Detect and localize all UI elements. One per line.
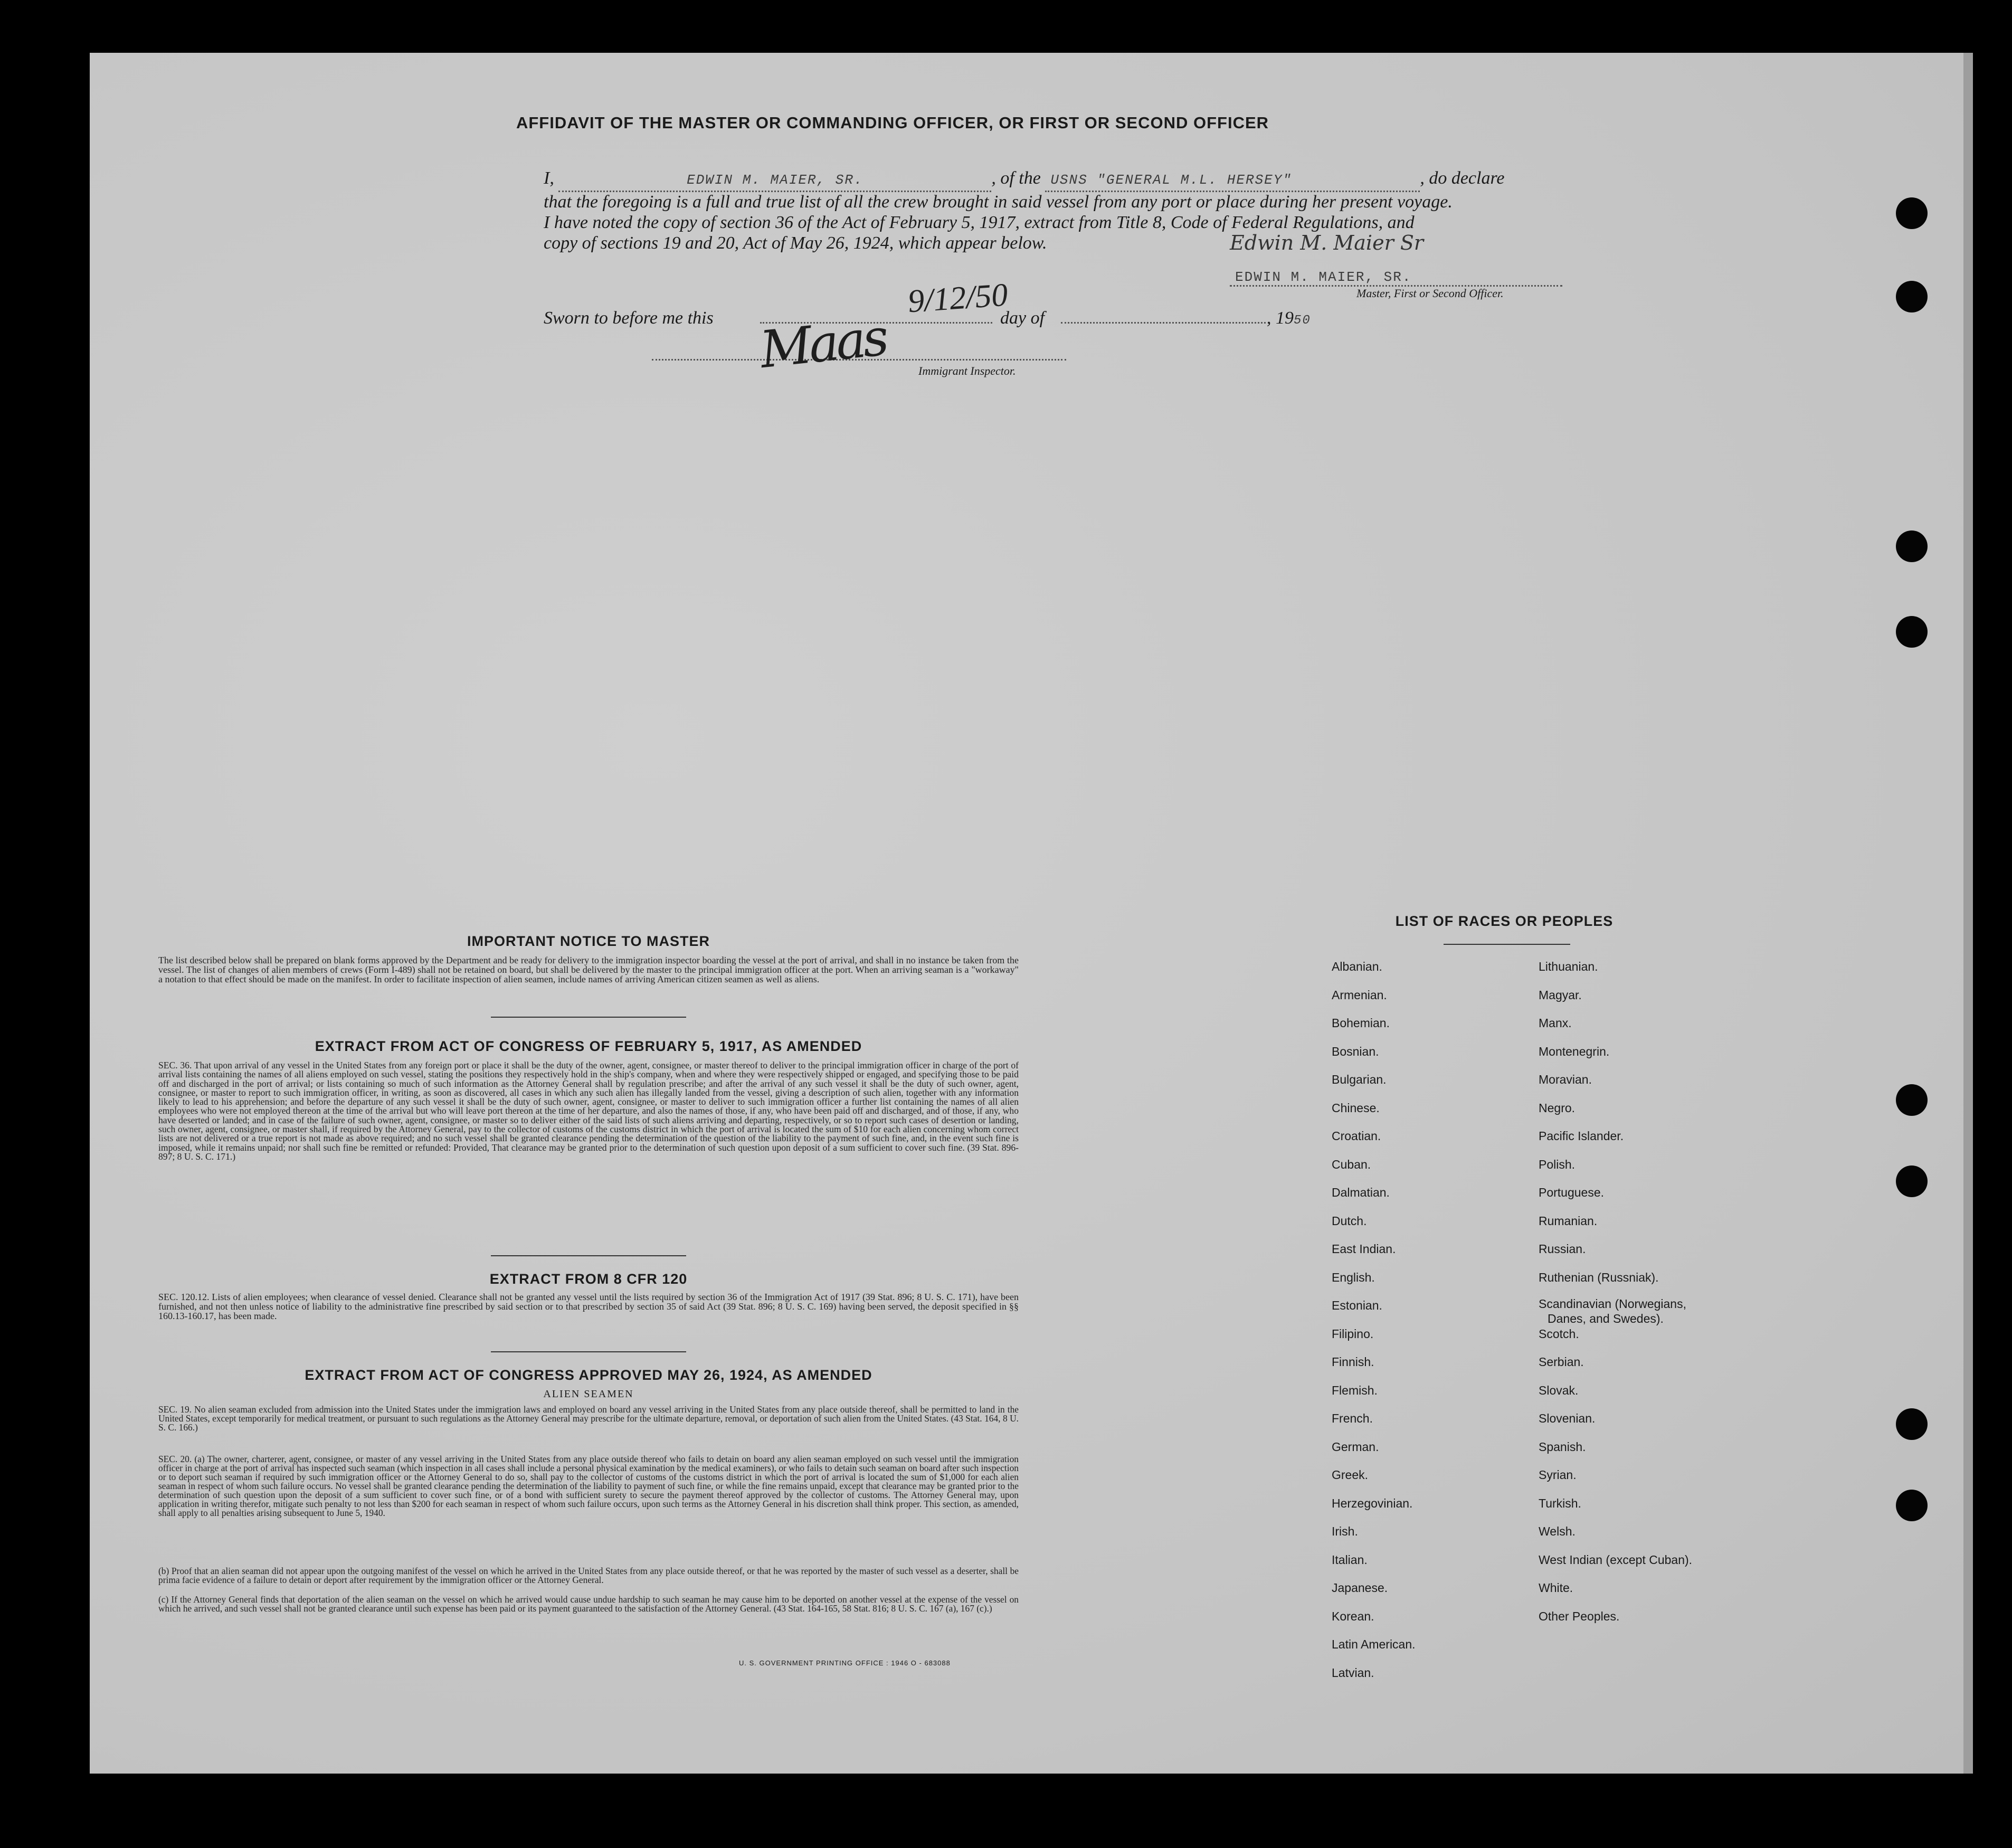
race-item: Polish. (1539, 1157, 1576, 1171)
race-item: French. (1332, 1411, 1373, 1425)
declaration-line-3: I have noted the copy of section 36 of the Act of February 5, 1917, extract from Title 8, Code of Federal Regulations, and (544, 213, 1415, 232)
month-field[interactable] (1061, 322, 1269, 324)
punch-hole (1896, 1084, 1928, 1116)
race-item: Italian. (1332, 1552, 1368, 1567)
race-item: Korean. (1332, 1609, 1374, 1623)
punch-hole (1896, 197, 1928, 229)
race-item: White. (1539, 1581, 1573, 1595)
race-item: Scandinavian (Norwegians, (1539, 1296, 1686, 1311)
extract-1917-body: SEC. 36. That upon arrival of any vessel in the United States from any foreign port or place it shall be the duty of the owner, agent, consignee, or master thereof to deliver to the principal immigration officer in charge of the port of arrival lists containing the names of all aliens employed on such vessel, stating the positions they respectively hold in the ship's company, when and where they were respectively shipped or engaged, and specifying those to be paid off and discharged in the port of arrival; or lists containing so much of such information as the Attorney General shall by regulation prescribe; and after the arrival of any such vessel it shall be the duty of such owner, agent, consignee, or master to report to such immigration officer, in writing, as soon as discovered, all cases in which any such alien has illegally landed from the vessel, giving a description of such alien, together with any information likely to lead to his apprehension; and before the departure of any such vessel it shall be the duty of such owner, agent, consignee, or master to deliver to such immigration officer a further list containing the names of all alien employees who were not employed thereon at the time of the arrival but who will leave port thereon at the time of her departure, and also the names of those, if any, who have been paid off and discharged, and of those, if any, who have deserted or landed; and in case of the failure of such owner, agent, consignee, or master so to deliver either of the said lists of such aliens arriving and departing, respectively, or so to report such cases of desertion or landing, such owner, agent, consignee, or master shall, if required by the Attorney General, pay to the collector of customs of the customs district in which the port of arrival is located the sum of $10 for each alien concerning whom correct lists are not delivered or a true report is not made as above required; and no such vessel shall be granted clearance pending the determination of the question of the liability to the payment of such fine, and, in the event such fine is imposed, while it remains unpaid; nor shall such fine be remitted or refunded: Provided, That clearance may be granted prior to the determination of such question upon deposit of a sum sufficient to cover such fine. (39 Stat. 896-897; 8 U. S. C. 171.) (158, 1060, 1019, 1162)
race-item: Filipino. (1332, 1326, 1374, 1341)
extract-1924-sec20a: SEC. 20. (a) The owner, charterer, agent, consignee, or master of any vessel arriving in the United States from any place outside thereof who fails to detain on board any alien seaman employed on such vessel until the immigration officer in charge at the port of arrival has inspected such seaman (which inspection in all cases shall include a personal physical examination by the medical examiners), or who fails to detain such seaman on board after such inspection or to deport such seaman if required by such immigration officer or the Attorney General to do so, shall pay to the collector of customs of the customs district in which the port of arrival is located the sum of $1,000 for each alien seaman in respect of whom such failure occurs. No vessel shall be granted clearance pending the determination of the liability to payment of such fine, or while the fine remains unpaid, except that clearance may be granted prior to the determination of such question upon the deposit of a sum sufficient to cover such fine, or of a bond with sufficient surety to secure the payment thereof approved by the collector of customs. The Attorney General may, upon application in writing therefor, mitigate such penalty to not less than $200 for each seaman in respect of whom such failure occurs, upon such terms as the Attorney General in his discretion shall think proper. This section, as amended, shall apply to all penalties arising subsequent to June 5, 1940. (158, 1454, 1019, 1518)
race-item: Scotch. (1539, 1326, 1579, 1341)
divider (491, 1017, 686, 1018)
punch-hole (1896, 1490, 1928, 1521)
notice-heading: IMPORTANT NOTICE TO MASTER (467, 933, 710, 949)
punch-hole (1896, 1165, 1928, 1197)
divider (491, 1351, 686, 1352)
race-item: Slovak. (1539, 1383, 1579, 1397)
race-item: Other Peoples. (1539, 1609, 1620, 1623)
declaration-line-4: copy of sections 19 and 20, Act of May 26, 1924, which appear below. (544, 233, 1047, 253)
declaration-first-line: I, EDWIN M. MAIER, SR. , of the USNS "GENERAL M.L. HERSEY" , do declare (544, 168, 1599, 192)
race-item: Turkish. (1539, 1496, 1581, 1510)
declaration-line-2: that the foregoing is a full and true list of all the crew brought in said vessel from any port or place during her present voyage. (544, 192, 1453, 212)
vessel-name-field[interactable]: USNS "GENERAL M.L. HERSEY" (1045, 168, 1420, 192)
punch-hole (1896, 281, 1928, 312)
race-item: West Indian (except Cuban). (1539, 1552, 1693, 1567)
sheet-edge (1963, 53, 1973, 1774)
race-item: Irish. (1332, 1524, 1358, 1538)
race-item: Manx. (1539, 1016, 1572, 1030)
inspector-signature: Maas (757, 307, 889, 380)
race-item: Moravian. (1539, 1073, 1592, 1086)
extract-1924-heading: EXTRACT FROM ACT OF CONGRESS APPROVED MAY 26, 1924, AS AMENDED (305, 1367, 872, 1383)
extract-cfr-body: SEC. 120.12. Lists of alien employees; when clearance of vessel denied. Clearance shall not be granted any vessel until the lists required by section 36 of the Immigration Act of 1917 (39 Stat. 896; 8 U. S. C. 171), have been furnished, and not then unless notice of liability to the administrative fine prescribed by said section or to that prescribed by section 35 of said Act (39 Stat. 896; 8 U. S. C. 169) having been served, the deposit specified in §§ 160.13-160.17, has been made. (158, 1292, 1019, 1321)
race-item: Bosnian. (1332, 1044, 1379, 1058)
master-signature-handwritten: Edwin M. Maier Sr (1230, 231, 1424, 254)
master-signature-field[interactable]: EDWIN M. MAIER, SR. (1230, 269, 1562, 287)
race-item: Welsh. (1539, 1524, 1576, 1538)
sworn-date-handwritten: 9/12/50 (906, 277, 1009, 320)
race-item: Slovenian. (1539, 1411, 1596, 1425)
race-item: Negro. (1539, 1101, 1576, 1115)
race-item: English. (1332, 1270, 1375, 1284)
race-item: Bulgarian. (1332, 1073, 1387, 1086)
sworn-text: Sworn to before me this (544, 308, 714, 328)
race-item: Lithuanian. (1539, 960, 1598, 973)
signature-caption: Master, First or Second Officer. (1356, 287, 1504, 300)
race-item: Herzegovinian. (1332, 1496, 1413, 1510)
race-item: Dalmatian. (1332, 1186, 1390, 1199)
extract-cfr-heading: EXTRACT FROM 8 CFR 120 (489, 1271, 688, 1287)
extract-1924-sec20b: (b) Proof that an alien seaman did not appear upon the outgoing manifest of the vessel on which he arrived in the United States from any place outside thereof, or that he was reported by the master of such vessel as a deserter, shall be prima facie evidence of a failure to detain or deport after requirement by the immigration officer or the Attorney General. (158, 1566, 1019, 1585)
race-item: Flemish. (1332, 1383, 1378, 1397)
race-item: Latin American. (1332, 1637, 1416, 1651)
race-item: Spanish. (1539, 1439, 1586, 1454)
race-item: Estonian. (1332, 1299, 1382, 1312)
pronoun: I, (544, 168, 554, 188)
race-item: German. (1332, 1439, 1379, 1454)
race-item: Croatian. (1332, 1129, 1381, 1143)
race-item: Finnish. (1332, 1355, 1374, 1369)
punch-hole (1896, 616, 1928, 648)
race-item: Pacific Islander. (1539, 1129, 1624, 1143)
inspector-caption: Immigrant Inspector. (918, 364, 1016, 377)
divider (1444, 944, 1570, 945)
race-item: Dutch. (1332, 1214, 1367, 1228)
extract-1924-sec20c: (c) If the Attorney General finds that deportation of the alien seaman on the vessel on which he arrived would cause undue hardship to such seaman he may cause him to be deported on another vessel at the expense of the vessel on which he arrived, and such vessel shall not be granted clearance until such expense has been paid or its payment guaranteed to the satisfaction of the Attorney General. (43 Stat. 164-165, 58 Stat. 816; 8 U. S. C. 167 (a), 167 (c).) (158, 1594, 1019, 1614)
printer-imprint: U. S. GOVERNMENT PRINTING OFFICE : 1946 O - 683088 (739, 1659, 951, 1667)
race-item: Chinese. (1332, 1101, 1380, 1115)
affidavit-title: AFFIDAVIT OF THE MASTER OR COMMANDING OFFICER, OR FIRST OR SECOND OFFICER (516, 113, 1269, 132)
races-heading: LIST OF RACES OR PEOPLES (1395, 913, 1614, 929)
race-item: East Indian. (1332, 1242, 1396, 1256)
race-item: Portuguese. (1539, 1186, 1605, 1199)
race-item: Cuban. (1332, 1157, 1371, 1171)
extract-1924-subheading: ALIEN SEAMEN (543, 1388, 634, 1400)
divider (491, 1255, 686, 1256)
race-item: Magyar. (1539, 988, 1582, 1002)
race-item: Syrian. (1539, 1468, 1577, 1482)
race-item: Bohemian. (1332, 1016, 1390, 1030)
race-item: Albanian. (1332, 960, 1382, 973)
race-item: Japanese. (1332, 1581, 1388, 1595)
race-item: Greek. (1332, 1468, 1369, 1482)
master-name-field[interactable]: EDWIN M. MAIER, SR. (558, 168, 991, 192)
punch-hole (1896, 530, 1928, 562)
race-item: Armenian. (1332, 988, 1387, 1002)
race-item: Montenegrin. (1539, 1044, 1610, 1058)
day-of-label: day of (1000, 308, 1045, 328)
race-item: Ruthenian (Russniak). (1539, 1270, 1659, 1284)
punch-hole (1896, 1408, 1928, 1440)
race-item: Latvian. (1332, 1665, 1374, 1680)
race-item: Rumanian. (1539, 1214, 1598, 1228)
extract-1924-sec19: SEC. 19. No alien seaman excluded from admission into the United States under the immigration laws and employed on board any vessel arriving in the United States from any place outside thereof, shall be permitted to land in the United States, except temporarily for medical treatment, or pursuant to such regulations as the Attorney General may prescribe for the ultimate departure, removal, or deportation of such alien from the United States. (43 Stat. 164, 8 U. S. C. 166.) (158, 1404, 1019, 1433)
race-item: Serbian. (1539, 1355, 1584, 1369)
year-field[interactable]: , 1950 (1267, 308, 1311, 328)
race-item: Russian. (1539, 1242, 1586, 1256)
notice-body: The list described below shall be prepared on blank forms approved by the Department and be ready for delivery to the immigration inspector boarding the vessel at the port of arrival, and shall in no instance be taken from the vessel. The list of changes of alien members of crews (Form I-489) shall not be retained on board, but shall be delivered by the master to the principal immigration officer at the port. When an arriving seaman is a "workaway" a notation to that effect should be made on the manifest. In order to facilitate inspection of alien seamen, include names of arriving American citizen seamen as well as aliens. (158, 955, 1019, 984)
extract-1917-heading: EXTRACT FROM ACT OF CONGRESS OF FEBRUARY 5, 1917, AS AMENDED (315, 1038, 862, 1054)
race-item: Danes, and Swedes). (1548, 1311, 1664, 1325)
